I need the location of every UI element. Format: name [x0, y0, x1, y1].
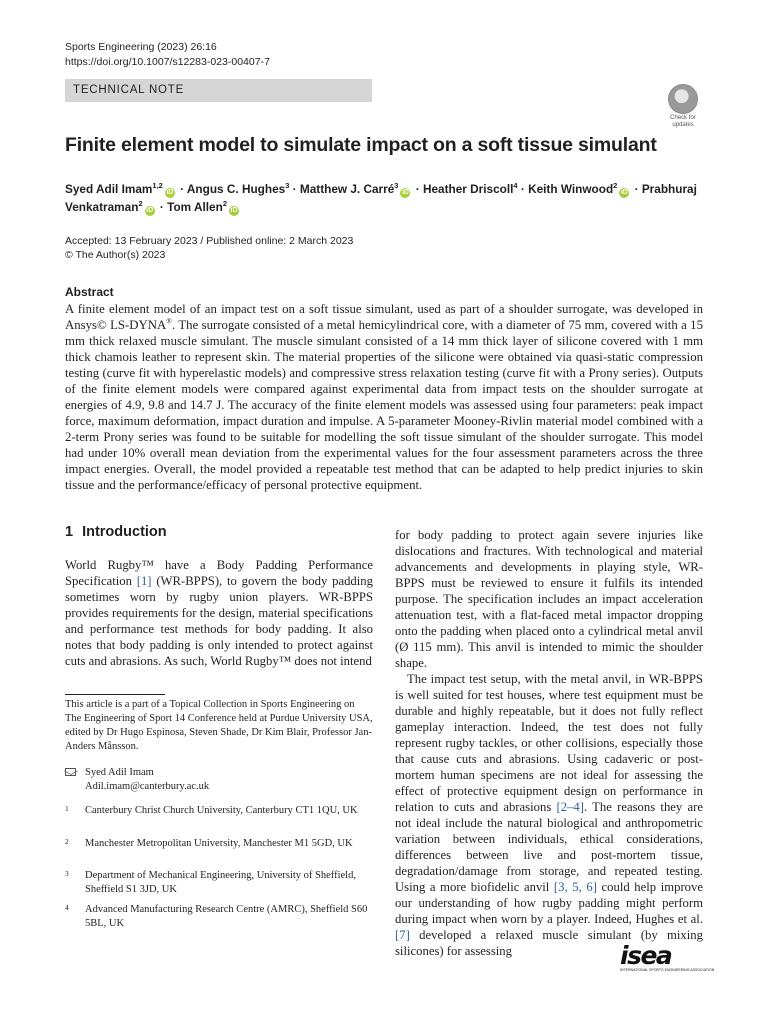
author-affiliation-index: 2 — [222, 199, 227, 209]
body-column-right — [395, 527, 703, 959]
journal-header — [65, 40, 270, 70]
check-updates-label-2: updates — [672, 121, 694, 128]
author-name[interactable]: Tom Allen — [167, 200, 223, 214]
publication-dates — [65, 235, 353, 262]
corresponding-email[interactable]: Adil.imam@canterbury.ac.uk — [85, 781, 210, 792]
affiliation: 2 Manchester Metropolitan University, Manchester M1 5GD, UK — [65, 837, 353, 849]
affiliation: 3 Department of Mechanical Engineering, University of Sheffield, Sheffield S1 3JD, UK — [65, 869, 356, 895]
author-list: Syed Adil Imam$^{1,2}$iD · Angus C. Hughes$^3$ · Matthew J. Carré$^3$iD · Heather Driscoll$^4$ · Keith Winwood$^2$iD · Prabhuraj Venkatraman$^2$iD · Tom Allen$^2$iD — [65, 181, 697, 214]
abstract-heading: Abstract — [65, 285, 114, 299]
author-affiliation-index: 2 — [613, 181, 618, 191]
affiliation: 4 Advanced Manufacturing Research Centre (AMRC), Sheffield S60 5BL, UK — [65, 903, 368, 929]
article-type-band: TECHNICAL NOTE — [65, 79, 372, 102]
check-updates-label: Check for — [670, 115, 696, 121]
orcid-icon[interactable]: iD — [166, 189, 174, 196]
author-name[interactable]: Matthew J. Carré — [299, 182, 395, 196]
orcid-icon[interactable]: iD — [620, 189, 628, 196]
orcid-icon[interactable]: iD — [146, 207, 154, 214]
isea-logo: isea INTERNATIONAL SPORTS ENGINEERING ASSOCIATION — [620, 941, 715, 972]
orcid-icon[interactable]: iD — [230, 207, 238, 214]
check-for-updates-badge[interactable] — [663, 84, 703, 128]
author-affiliation-index: 3 — [394, 181, 399, 191]
citation-link[interactable]: [3, 5, 6] — [553, 880, 597, 894]
author-affiliation-index: 2 — [138, 199, 143, 209]
section-number: 1 — [65, 524, 74, 540]
paper-title: Finite element model to simulate impact on a soft tissue simulant — [65, 134, 657, 156]
orcid-icon[interactable]: iD — [401, 189, 409, 196]
topical-collection-note: This article is a part of a Topical Collection in Sports Engineering on The Engineering of Sport 14 Conference held at Purdue University USA, edited by Dr Hugo Espinosa, Steven Shade, Dr Kim Blair, Professor Jan-Anders Månsson. — [65, 699, 373, 752]
affiliation: 1 Canterbury Christ Church University, Canterbury CT1 1QU, UK — [65, 804, 358, 816]
section-title: Introduction — [82, 524, 167, 540]
citation-link[interactable]: [1] — [136, 574, 152, 588]
corresponding-author — [65, 766, 209, 794]
author-affiliation-index: 1,2 — [152, 181, 163, 191]
author-name[interactable]: Keith Winwood — [528, 182, 614, 196]
author-name[interactable]: Syed Adil Imam — [65, 182, 153, 196]
footnote-divider — [65, 694, 165, 695]
abstract-text: A finite element model of an impact test on a soft tissue simulant, used as part of a shoulder surrogate, was developed in Ansys© LS-DYNA®. The surrogate consisted of a metal hemicylindrical core, with a diameter of 75 mm, covered with a 15 mm thick relaxed muscle simulant. The muscle simulant consisted of a 14 mm thick layer of silicone covered with 1 mm thick chamois leather to represent skin. The material properties of the silicone were obtained via quasi-static compression testing (curve fit with hyperelastic models) and compressive stress relaxation testing (curve fit with a Prony series). Outputs of the finite element models were compared against experimental data from impact tests on the shoulder surrogate at energies of 4.9, 9.8 and 14.7 J. The accuracy of the finite element models was assessed using four parameters: peak impact force, maximum deformation, impact duration and impulse. A 5-parameter Mooney-Rivlin material model combined with a 2-term Prony series was found to be suitable for modelling the soft tissue simulant of the shoulder surrogate. This model had under 10% overall mean deviation from the experimental values for the four assessment parameters across the three impact energies. Overall, the model provided a repeatable test method that can be adapted to help predict injuries to skin tissue and the performance/efficacy of personal protective equipment. — [65, 302, 703, 492]
citation-link[interactable]: [7] — [395, 928, 410, 942]
author-affiliation-index: 3 — [285, 181, 290, 191]
body-column-left: World Rugby™ have a Body Padding Performance Specification [1] (WR-BPPS), to govern the body padding sometimes worn by rugby union players. WR-BPPS provides requirements for the design, material specifications and performance test methods for body padding. It also notes that body padding is only intended to protect against cuts and abrasions. As such, World Rugby™ does not intend — [65, 558, 373, 668]
check-updates-icon — [668, 84, 698, 114]
author-name[interactable]: Prabhuraj Venkatraman — [65, 182, 697, 214]
envelope-icon — [65, 768, 76, 776]
section-heading-introduction — [65, 524, 167, 540]
doi-link[interactable]: https://doi.org/10.1007/s12283-023-00407-7 — [65, 56, 270, 68]
paragraph: for body padding to protect again severe injuries like dislocations and fractures. With technological and material advancements and developments in playing style, WR-BPPS must be reviewed to ensure it fulfils its intended purpose. The specification includes an impact acceleration attenuation test, with a flat-faced metal impactor dropping onto the padding when placed onto a cylindrical metal anvil (Ø 115 mm). This anvil is intended to mimic the shoulder shape. — [395, 528, 703, 670]
author-name[interactable]: Angus C. Hughes — [186, 182, 286, 196]
journal-citation: Sports Engineering (2023) 26:16 — [65, 41, 217, 53]
paragraph: The impact test setup, with the metal anvil, in WR-BPPS is well suited for test houses, where test equipment must be durable and highly repeatable, but it does not fully reflect gameplay interaction. Indeed, the test does not fully represent rugby tackles, or other collisions, especially those that cause cuts and abrasions. Using cadaveric or post-mortem human specimens are not ideal for assessing the effect of protective equipment design on performance in relation to cuts and abrasions [2–4]. The reasons they are not ideal include the natural biological and anthropometric variation between individuals, ethical considerations, differences between live and post-mortem tissue, degradation/damage from storage, and repeated testing. Using a more biofidelic anvil [3, 5, 6] could help improve our understanding of how rugby padding might perform during impact when worn by a player. Indeed, Hughes et al. [7] developed a relaxed muscle simulant (by mixing silicones) for assessing — [395, 672, 703, 958]
accepted-published: Accepted: 13 February 2023 / Published online: 2 March 2023 — [65, 235, 354, 247]
author-affiliation-index: 4 — [513, 181, 518, 191]
corresponding-name: Syed Adil Imam — [85, 767, 154, 778]
copyright: © The Author(s) 2023 — [65, 248, 166, 261]
author-name[interactable]: Heather Driscoll — [422, 182, 514, 196]
citation-link[interactable]: [2–4] — [556, 800, 584, 814]
